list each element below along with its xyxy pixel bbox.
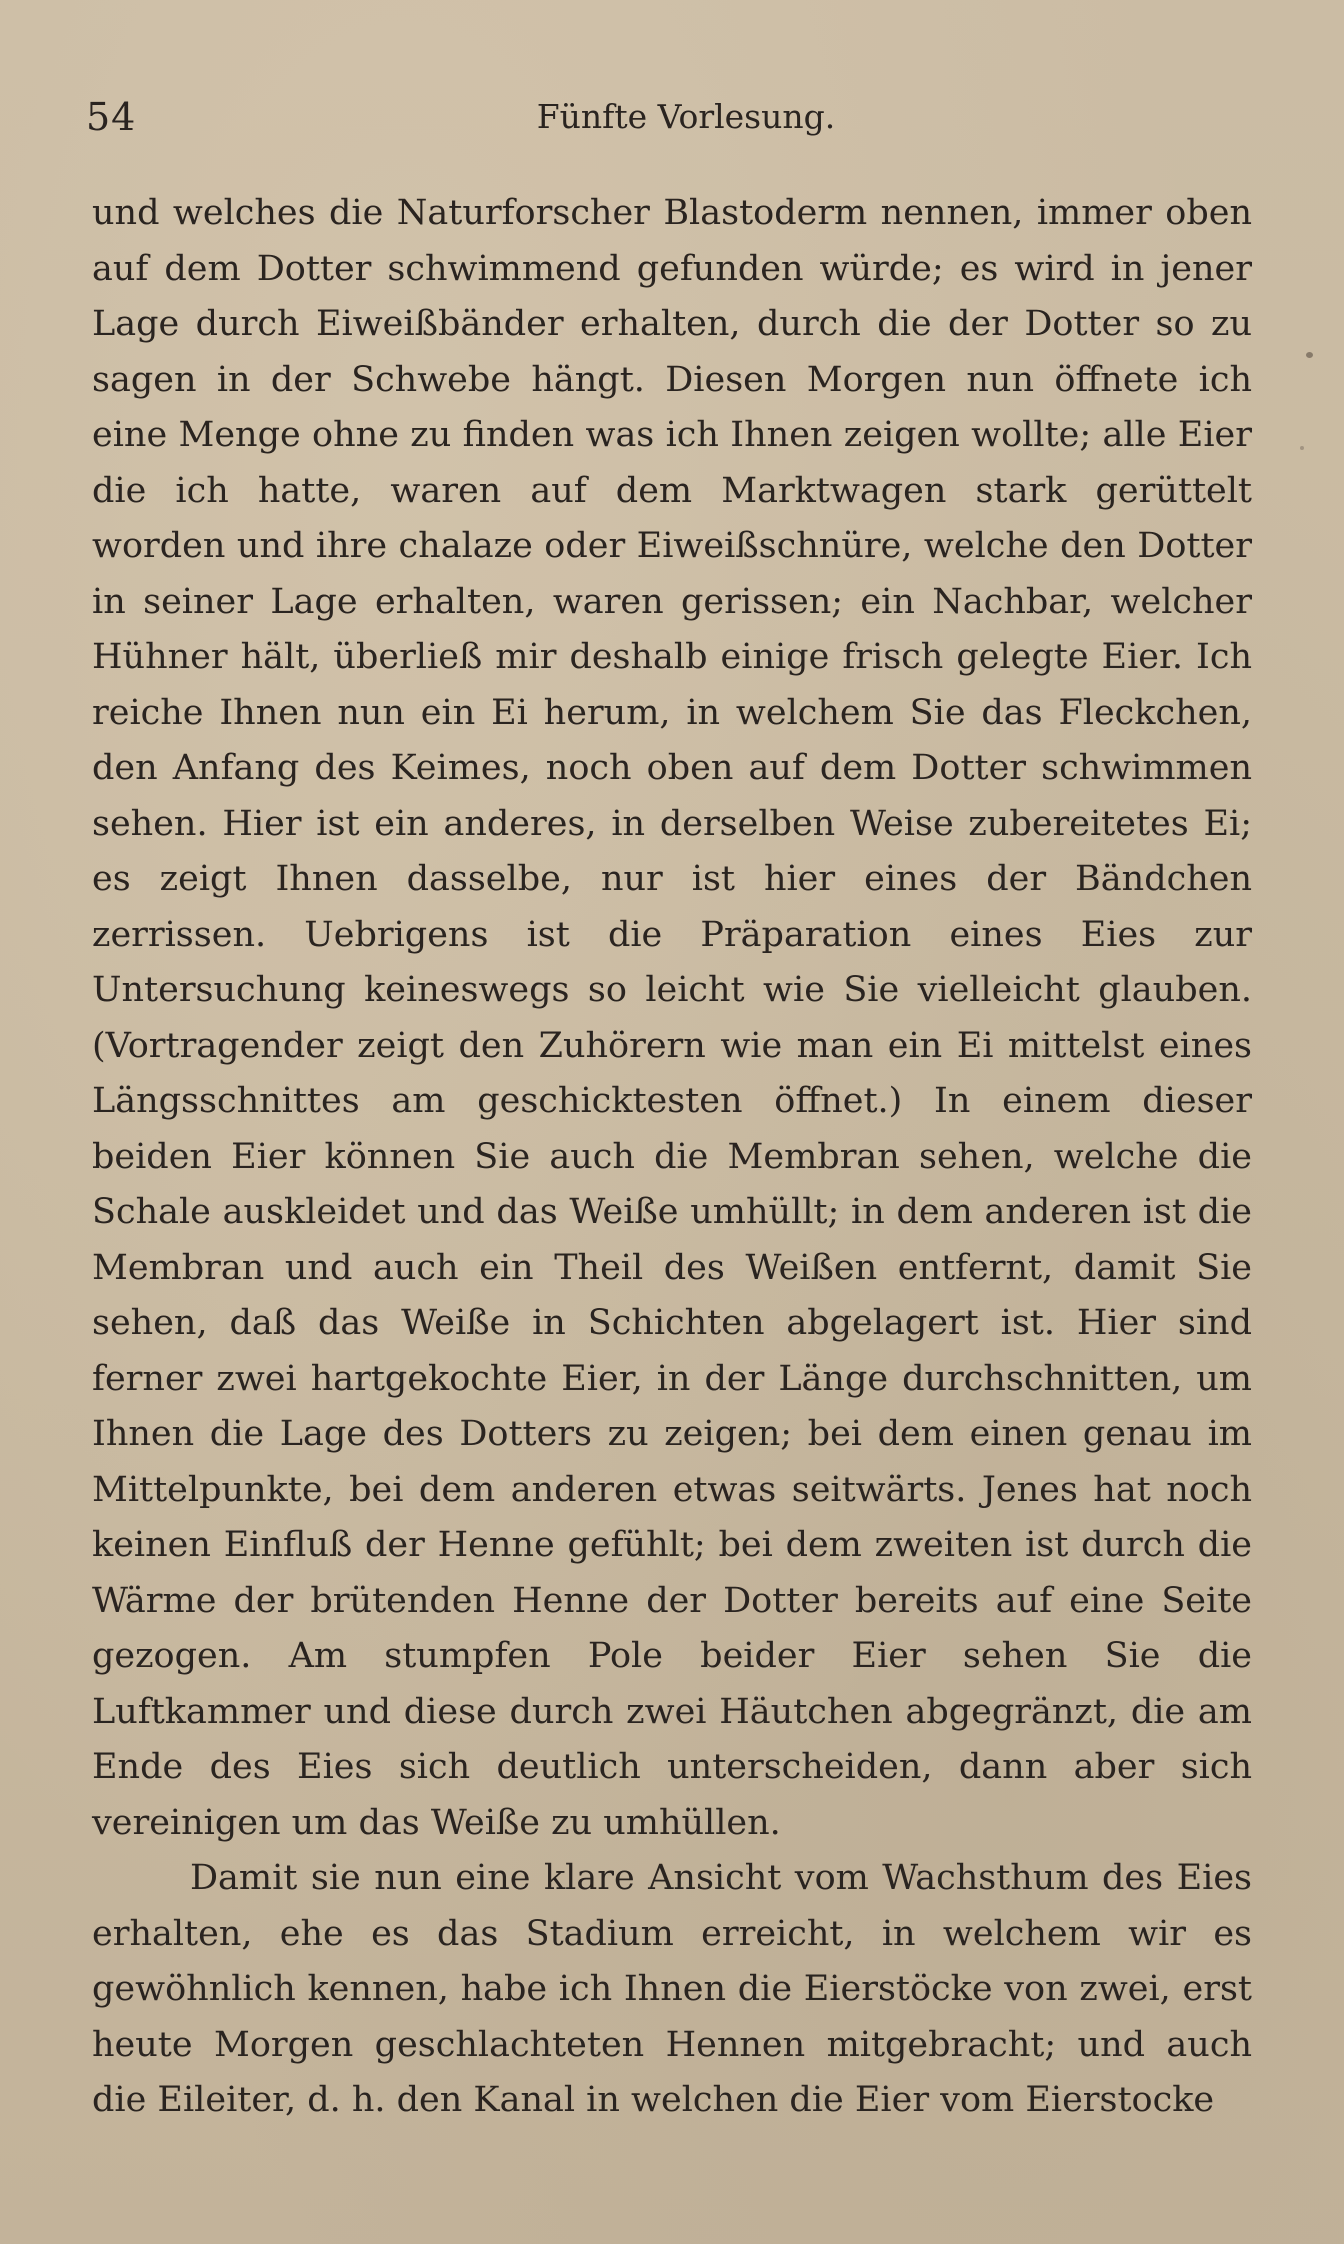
running-head: Fünfte Vorlesung. bbox=[536, 97, 836, 136]
page-number: 54 bbox=[86, 95, 137, 139]
body-text bbox=[92, 186, 1252, 2129]
ink-speck bbox=[1300, 446, 1304, 450]
page-header bbox=[86, 92, 1256, 142]
paragraph-1: und welches die Naturforscher Blastoderm nennen, immer oben auf dem Dotter schwimmend gefunden würde; es wird in jener Lage durch Eiweißbänder erhalten, durch die der Dotter so zu sagen in der Schwebe hängt. Diesen Morgen nun öffnete ich eine Menge ohne zu finden was ich Ihnen zeigen wollte; alle Eier die ich hatte, waren auf dem Marktwagen stark gerüttelt worden und ihre chalaze oder Eiweißschnüre, welche den Dotter in seiner Lage erhalten, waren gerissen; ein Nachbar, welcher Hühner hält, überließ mir deshalb einige frisch gelegte Eier. Ich reiche Ihnen nun ein Ei herum, in welchem Sie das Fleckchen, den Anfang des Keimes, noch oben auf dem Dotter schwimmen sehen. Hier ist ein anderes, in derselben Weise zubereitetes Ei; es zeigt Ihnen dasselbe, nur ist hier eines der Bändchen zerrissen. Uebrigens ist die Präparation eines Eies zur Untersuchung keineswegs so leicht wie Sie vielleicht glauben. (Vortragender zeigt den Zuhörern wie man ein Ei mittelst eines Längsschnittes am geschicktesten öffnet.) In einem dieser beiden Eier können Sie auch die Membran sehen, welche die Schale auskleidet und das Weiße umhüllt; in dem anderen ist die Membran und auch ein Theil des Weißen entfernt, damit Sie sehen, daß das Weiße in Schichten abgelagert ist. Hier sind ferner zwei hartgekochte Eier, in der Länge durchschnitten, um Ihnen die Lage des Dotters zu zeigen; bei dem einen genau im Mittelpunkte, bei dem anderen etwas seitwärts. Jenes hat noch keinen Einfluß der Henne gefühlt; bei dem zweiten ist durch die Wärme der brütenden Henne der Dotter bereits auf eine Seite gezogen. Am stumpfen Pole beider Eier sehen Sie die Luftkammer und diese durch zwei Häutchen abgegränzt, die am Ende des Eies sich deutlich unterscheiden, dann aber sich vereinigen um das Weiße zu umhüllen. bbox=[92, 193, 1252, 1843]
ink-speck bbox=[1306, 352, 1313, 358]
paragraph-2: Damit sie nun eine klare Ansicht vom Wachsthum des Eies erhalten, ehe es das Stadium erreicht, in welchem wir es gewöhnlich kennen, habe ich Ihnen die Eierstöcke von zwei, erst heute Morgen geschlachteten Hennen mitgebracht; und auch die Eileiter, d. h. den Kanal in welchen die Eier vom Eierstocke bbox=[92, 1858, 1252, 2120]
